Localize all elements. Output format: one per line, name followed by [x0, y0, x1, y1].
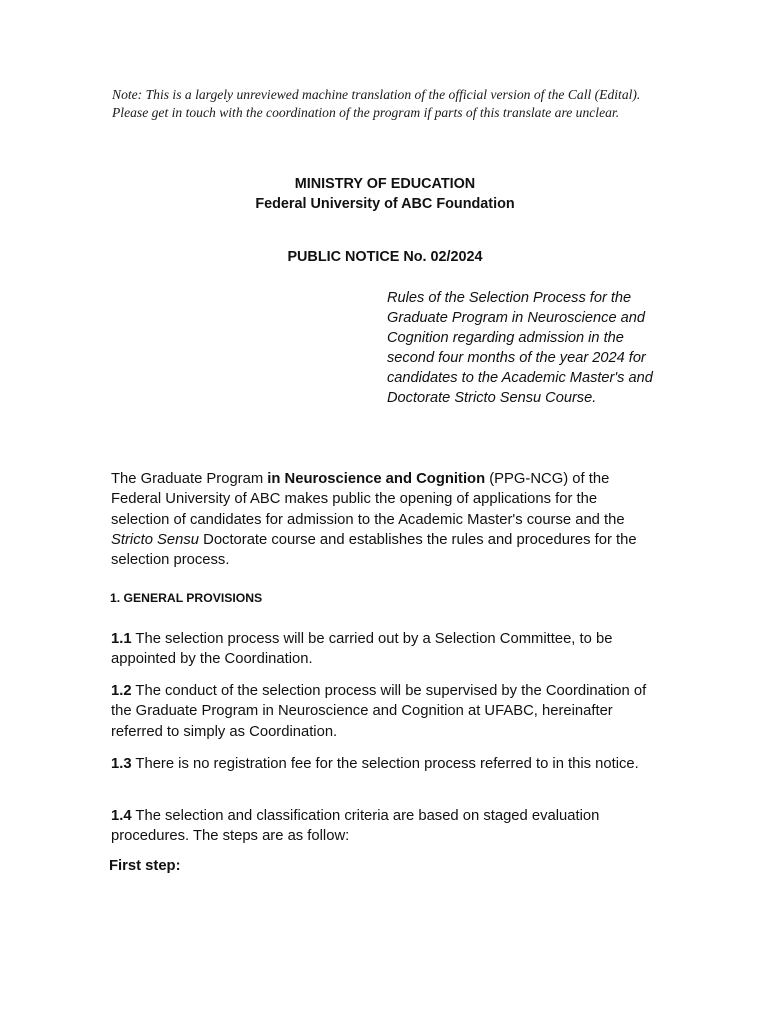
provision-number: 1.4: [111, 808, 132, 824]
ministry-title: MINISTRY OF EDUCATION: [294, 176, 476, 192]
provision-number: 1.1: [111, 631, 132, 647]
first-step-heading: First step:: [109, 858, 181, 874]
translation-note: Note: This is a largely unreviewed machine translation of the official version of the Call (Edital). Please get in touch with the coordination of the program if parts of this translate are unclear.: [112, 87, 641, 120]
provision-number: 1.3: [111, 756, 132, 772]
provision-number: 1.2: [111, 683, 132, 699]
intro-text-3: Doctorate course and establishes the rules and procedures for the selection process.: [111, 531, 637, 569]
provision-item: [111, 629, 659, 670]
intro-text-1: The Graduate Program: [111, 471, 268, 487]
provision-text: The selection process will be carried out by a Selection Committee, to be appointed by the Coordination.: [111, 631, 613, 668]
document-header: [0, 174, 770, 214]
university-name: Federal University of ABC Foundation: [255, 196, 515, 212]
intro-stricto-sensu: Stricto Sensu: [111, 531, 200, 548]
intro-text-2: (PPG-NCG) of the Federal University of ABC makes public the opening of applications for the selection of candidates for admission to the Academic Master's course and the: [111, 471, 625, 528]
provision-item: [111, 681, 659, 742]
provision-item: [111, 754, 659, 774]
provision-text: There is no registration fee for the selection process referred to in this notice.: [131, 756, 639, 772]
notice-title: PUBLIC NOTICE No. 02/2024: [287, 249, 483, 265]
provision-item: [111, 806, 659, 847]
intro-paragraph: [111, 469, 659, 570]
rules-summary: Rules of the Selection Process for the Graduate Program in Neuroscience and Cognition regarding admission in the second four months of the year 2024 for candidates to the Academic Master's and Doctorate Stricto Sensu Course.: [387, 290, 653, 407]
provision-text: The selection and classification criteria are based on staged evaluation procedures. The steps are as follow:: [111, 808, 600, 845]
section-heading: 1. GENERAL PROVISIONS: [110, 591, 263, 605]
provision-text: The conduct of the selection process will be supervised by the Coordination of the Graduate Program in Neuroscience and Cognition at UFABC, hereinafter referred to simply as Coordination.: [111, 683, 647, 740]
intro-program-name: in Neuroscience and Cognition: [267, 471, 486, 487]
